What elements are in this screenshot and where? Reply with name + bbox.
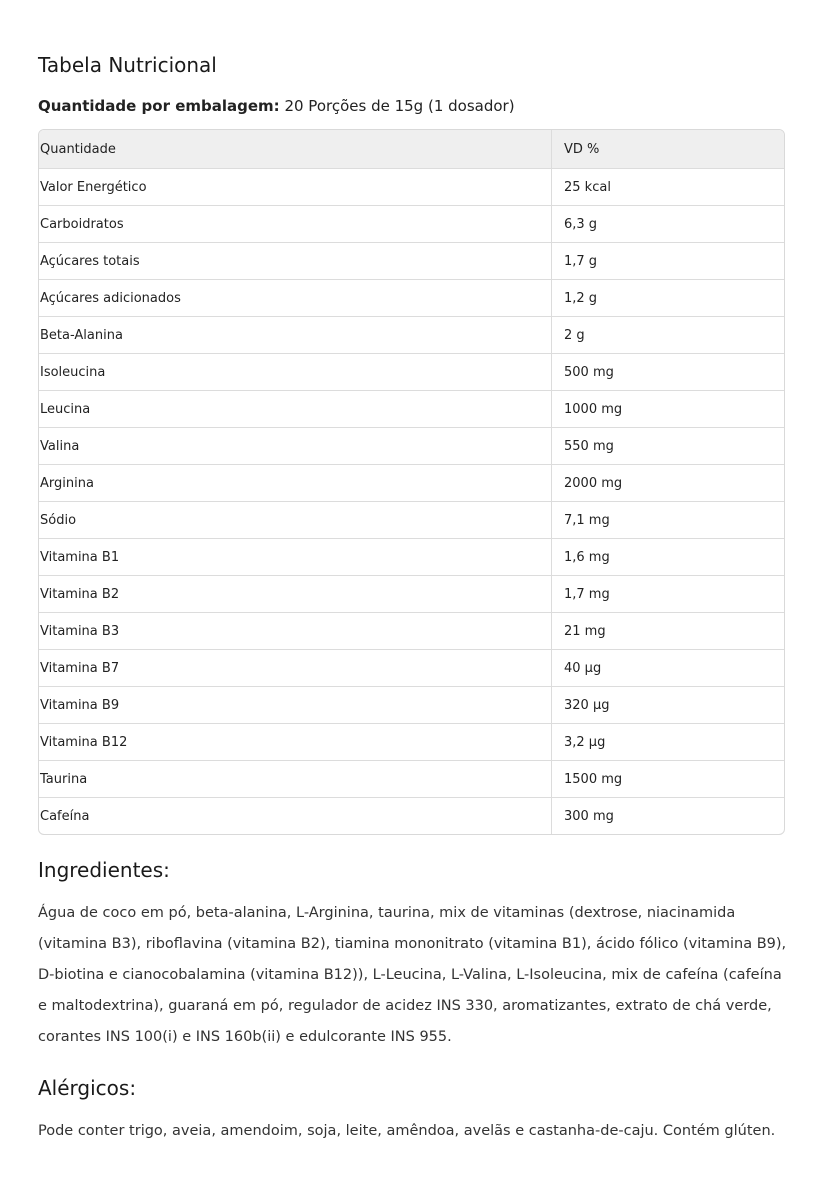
serving-value: 20 Porções de 15g (1 dosador) bbox=[284, 97, 515, 115]
table-row bbox=[39, 687, 784, 724]
table-row bbox=[39, 465, 784, 502]
nutrient-name: Vitamina B1 bbox=[39, 539, 552, 576]
ingredients-text: Água de coco em pó, beta-alanina, L-Arginina, taurina, mix de vitaminas (dextrose, niacinamida (vitamina B3), riboflavina (vitamina B2), tiamina mononitrato (vitamina B1), ácido fólico (vitamina B9), D-biotina e cianocobalamina (vitamina B12)), L-Leucina, L-Valina, L-Isoleucina, mix de cafeína (cafeína e maltodextrina), guaraná em pó, regulador de acidez INS 330, aromatizantes, extrato de chá verde, corantes INS 100(i) e INS 160b(ii) e edulcorante INS 955. bbox=[38, 905, 787, 1045]
serving-info bbox=[38, 97, 515, 115]
ingredients-heading: Ingredientes: bbox=[38, 858, 170, 882]
allergens-text: Pode conter trigo, aveia, amendoim, soja, leite, amêndoa, avelãs e castanha-de-caju. Contém glúten. bbox=[38, 1123, 776, 1139]
table-row bbox=[39, 613, 784, 650]
nutrient-name: Isoleucina bbox=[39, 354, 552, 391]
table-row bbox=[39, 243, 784, 280]
table-row bbox=[39, 650, 784, 687]
table-row bbox=[39, 169, 784, 206]
nutrient-value: 1,7 g bbox=[552, 243, 785, 280]
nutrient-value: 320 µg bbox=[552, 687, 785, 724]
nutrient-value: 6,3 g bbox=[552, 206, 785, 243]
nutrient-name: Açúcares totais bbox=[39, 243, 552, 280]
table-row bbox=[39, 502, 784, 539]
table-row bbox=[39, 354, 784, 391]
nutrient-name: Beta-Alanina bbox=[39, 317, 552, 354]
nutrient-value: 500 mg bbox=[552, 354, 785, 391]
nutrient-name: Sódio bbox=[39, 502, 552, 539]
table-row bbox=[39, 539, 784, 576]
nutrient-name: Açúcares adicionados bbox=[39, 280, 552, 317]
table-header-row bbox=[39, 130, 784, 169]
nutrient-name: Carboidratos bbox=[39, 206, 552, 243]
nutrient-value: 300 mg bbox=[564, 808, 614, 824]
nutrient-name: Vitamina B12 bbox=[39, 724, 552, 761]
table-row bbox=[39, 576, 784, 613]
page-title: Tabela Nutricional bbox=[38, 53, 217, 77]
nutrient-name: Valina bbox=[39, 428, 552, 465]
nutrient-value: 7,1 mg bbox=[552, 502, 785, 539]
nutrient-name: Vitamina B7 bbox=[39, 650, 552, 687]
table-row bbox=[39, 724, 784, 761]
nutrient-value: 1000 mg bbox=[552, 391, 785, 428]
table-row bbox=[39, 428, 784, 465]
nutrient-value: 550 mg bbox=[552, 428, 785, 465]
nutrient-value: 1500 mg bbox=[552, 761, 785, 798]
nutrient-value: 1,7 mg bbox=[552, 576, 785, 613]
table-row bbox=[39, 206, 784, 243]
nutrient-value: 2 g bbox=[552, 317, 785, 354]
allergens-heading: Alérgicos: bbox=[38, 1076, 137, 1100]
nutrient-name: Vitamina B2 bbox=[39, 576, 552, 613]
nutrient-name: Arginina bbox=[39, 465, 552, 502]
nutrient-value: 3,2 µg bbox=[552, 724, 785, 761]
nutrient-name: Cafeína bbox=[39, 798, 552, 835]
nutrient-value: 21 mg bbox=[552, 613, 785, 650]
nutrient-value: 2000 mg bbox=[552, 465, 785, 502]
nutrition-table bbox=[38, 129, 785, 835]
nutrient-name: Vitamina B9 bbox=[39, 687, 552, 724]
serving-label: Quantidade por embalagem: bbox=[38, 97, 280, 115]
nutrient-name: Vitamina B3 bbox=[39, 613, 552, 650]
nutrient-name: Taurina bbox=[39, 761, 552, 798]
table-row bbox=[39, 391, 784, 428]
table-row bbox=[39, 761, 784, 798]
header-quantity: Quantidade bbox=[39, 130, 552, 169]
nutrient-value: 25 kcal bbox=[552, 169, 785, 206]
nutrient-value: 1,2 g bbox=[552, 280, 785, 317]
table-row bbox=[39, 280, 784, 317]
nutrient-name: Valor Energético bbox=[39, 169, 552, 206]
nutrient-value: 40 µg bbox=[552, 650, 785, 687]
nutrient-value: 1,6 mg bbox=[552, 539, 785, 576]
header-vd: VD % bbox=[552, 130, 785, 169]
nutrient-name: Leucina bbox=[39, 391, 552, 428]
table-row bbox=[39, 798, 784, 835]
table-row bbox=[39, 317, 784, 354]
